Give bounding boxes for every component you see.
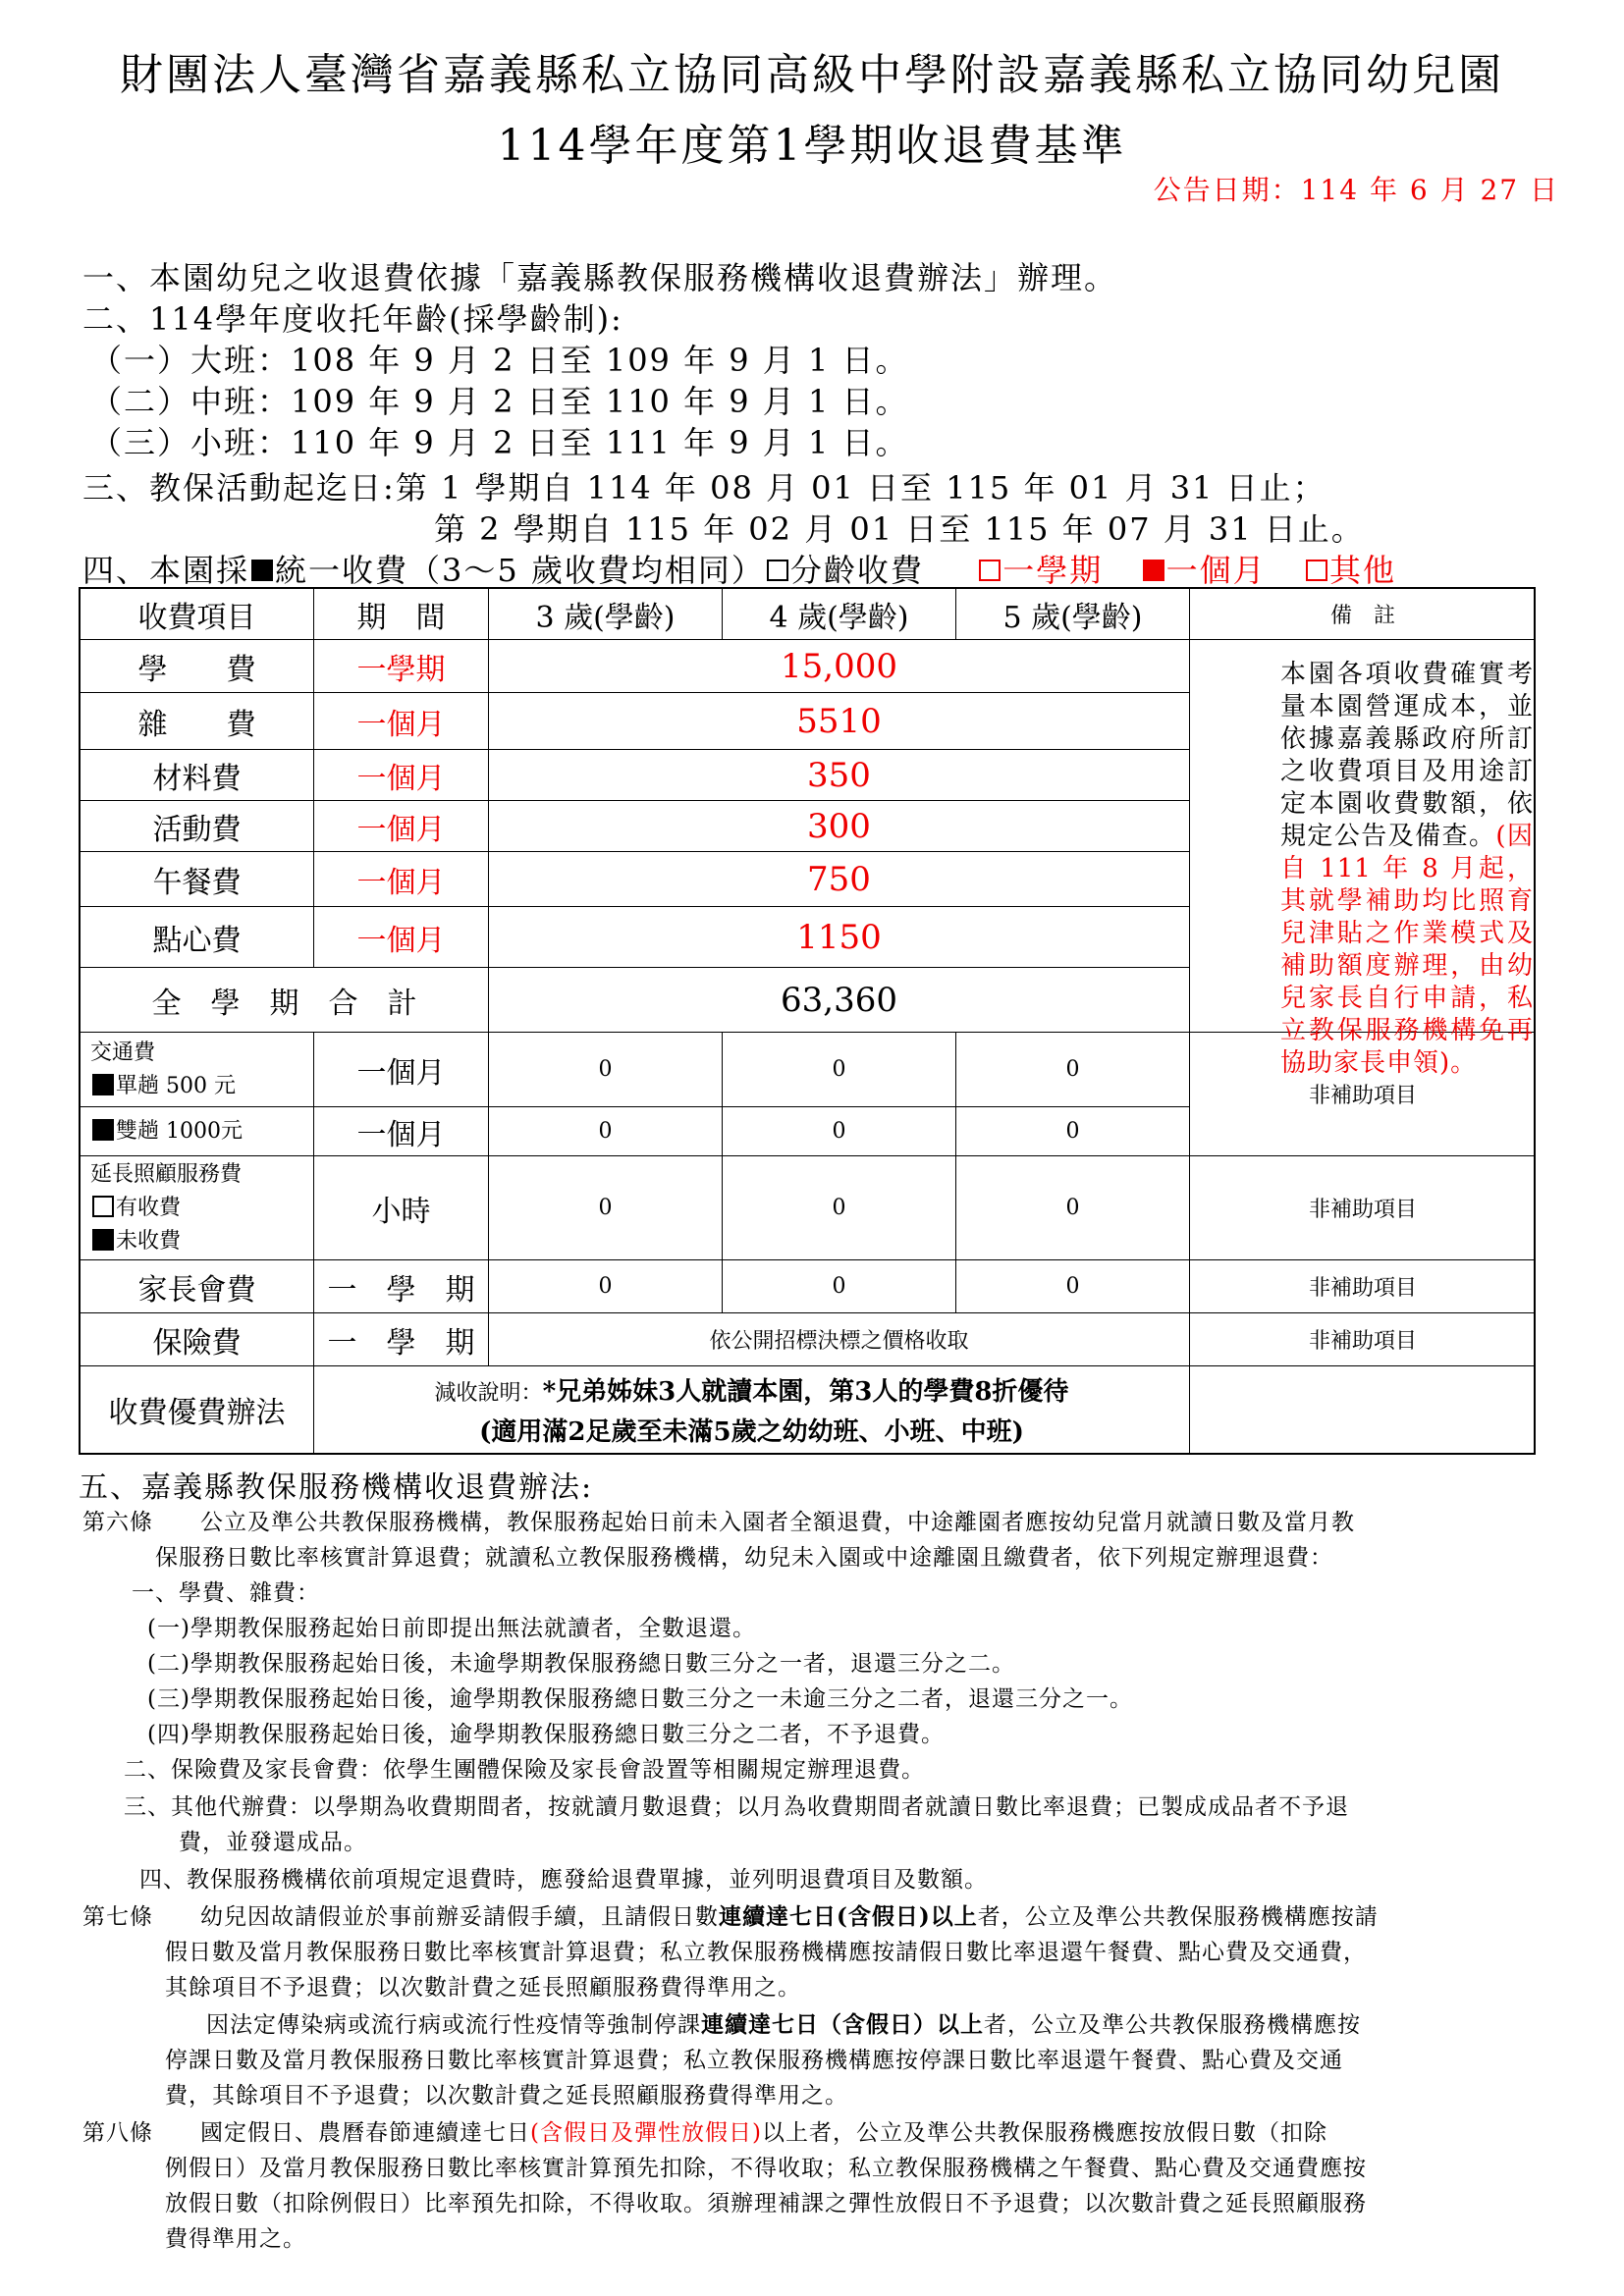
row-tuition-item: 學 費 — [81, 640, 314, 693]
transport-remark: 非補助項目 — [1190, 1033, 1536, 1156]
checkbox-other-unchecked — [1306, 560, 1327, 581]
transport-double-age4: 0 — [723, 1107, 956, 1156]
discount-remark — [1190, 1366, 1536, 1453]
announce-date: 公告日期：114 年 6 月 27 日 — [1153, 174, 1559, 206]
transport-double-period: 一個月 — [314, 1107, 489, 1156]
transport-double — [81, 1107, 314, 1156]
transport-single-label: 單趟 500 元 — [116, 1073, 236, 1098]
transport-double-age5: 0 — [956, 1107, 1190, 1156]
s5-line: 第六條 公立及準公共教保服務機構，教保服務起始日前未入園者全額退費，中途離園者應按幼兒當月就讀日數及當月教 — [82, 1510, 1355, 1535]
s5-l18c: 以上者，公立及準公共教保服務機應按放假日數（扣除 — [761, 2120, 1327, 2146]
header-age-4: 4 歲(學齡) — [723, 589, 956, 640]
section-4-age: 分齡收費 — [789, 552, 924, 589]
s5-line: 例假日）及當月教保服務日數比率核實計算預先扣除，不得收取；私立教保服務機構之午餐費、點心費及交通費應按 — [165, 2156, 1367, 2181]
s5-line: 費，並發還成品。 — [179, 1830, 367, 1855]
transport-single-age4: 0 — [723, 1033, 956, 1107]
section-4 — [82, 546, 1396, 591]
header-age-5: 5 歲(學齡) — [956, 589, 1190, 640]
extended-age4: 0 — [723, 1156, 956, 1260]
s5-line: 假日數及當月教保服務日數比率核實計算退費；私立教保服務機構應按請假日數比率退還午餐費、點心費及交通費， — [165, 1940, 1367, 1965]
section-4-month: 一個月 — [1165, 552, 1267, 589]
insurance-remark: 非補助項目 — [1190, 1313, 1536, 1366]
checkbox-extended-no-checked — [92, 1229, 114, 1251]
discount-line1 — [435, 1371, 1069, 1408]
s5-line — [206, 2006, 1361, 2039]
s5-line: 四、教保服務機構依前項規定退費時，應發給退費單據，並列明退費項目及數額。 — [139, 1867, 988, 1893]
section-4-uniform: 統一收費（3～5 歲收費均相同） — [275, 552, 765, 589]
parent-remark: 非補助項目 — [1190, 1260, 1536, 1313]
transport-single-age5: 0 — [956, 1033, 1190, 1107]
transport-single-period: 一個月 — [314, 1033, 489, 1107]
extended-item — [81, 1156, 314, 1260]
s5-l12c: 者，公立及準公共教保服務機構應按請 — [977, 1904, 1379, 1930]
s5-l12b: 連續達七日(含假日)以上 — [719, 1903, 978, 1930]
checkbox-extended-yes-unchecked — [92, 1196, 114, 1217]
header-period: 期 間 — [314, 589, 489, 640]
row-material-amount: 350 — [489, 750, 1190, 801]
section-3-line-2: 第 2 學期自 115 年 02 月 01 日至 115 年 07 月 31 日止。 — [434, 510, 1365, 548]
section-2-item-3: （三）小班：110 年 9 月 2 日至 111 年 9 月 1 日。 — [90, 424, 909, 461]
section-2-item-2: （二）中班：109 年 9 月 2 日至 110 年 9 月 1 日。 — [90, 383, 909, 420]
s5-l18a: 第八條 國定假日、農曆春節連續達七日 — [82, 2120, 530, 2146]
s5-l15b: 連續達七日（含假日）以上 — [701, 2011, 984, 2038]
transport-title: 交通費 — [90, 1040, 156, 1065]
row-misc-period: 一個月 — [314, 693, 489, 750]
discount-desc — [314, 1366, 1190, 1453]
row-snack-item: 點心費 — [81, 907, 314, 968]
header-age-3: 3 歲(學齡) — [489, 589, 723, 640]
row-activity-period: 一個月 — [314, 801, 489, 852]
row-lunch-item: 午餐費 — [81, 852, 314, 907]
s5-l12a: 第七條 幼兒因故請假並於事前辦妥請假手續，且請假日數 — [82, 1904, 719, 1930]
s5-line: (三)學期教保服務起始日後，逾學期教保服務總日數三分之一未逾三分之二者，退還三分之一。 — [147, 1686, 1133, 1712]
row-misc-amount: 5510 — [489, 693, 1190, 750]
extended-no-label: 未收費 — [116, 1228, 182, 1254]
transport-double-age3: 0 — [489, 1107, 723, 1156]
section-4-semester: 一學期 — [1002, 552, 1104, 589]
s5-line: 停課日數及當月教保服務日數比率核實計算退費；私立教保服務機構應按停課日數比率退還午餐費、點心費及交通 — [165, 2048, 1343, 2073]
s5-line: 費得準用之。 — [165, 2226, 306, 2252]
s5-l15c: 者，公立及準公共教保服務機構應按 — [984, 2012, 1361, 2038]
s5-line: (二)學期教保服務起始日後，未逾學期教保服務總日數三分之一者，退還三分之二。 — [147, 1651, 1015, 1677]
discount-prefix: 減收說明： — [434, 1381, 543, 1406]
row-tuition-amount: 15,000 — [489, 640, 1190, 693]
section-5-heading: 五、嘉義縣教保服務機構收退費辦法: — [79, 1470, 594, 1505]
extended-period: 小時 — [314, 1156, 489, 1260]
checkbox-double-checked — [92, 1119, 114, 1141]
extended-title: 延長照顧服務費 — [90, 1161, 243, 1187]
discount-item: 收費優費辦法 — [81, 1366, 314, 1453]
transport-single — [90, 1070, 236, 1103]
s5-line: 其餘項目不予退費；以次數計費之延長照顧服務費得準用之。 — [165, 1975, 801, 2001]
s5-l18b: (含假日及彈性放假日) — [530, 2120, 762, 2146]
row-misc-item: 雜 費 — [81, 693, 314, 750]
s5-line: (一)學期教保服務起始日前即提出無法就讀者，全數退還。 — [147, 1616, 756, 1641]
remark-red: (因自 111 年 8 月起，其就學補助均比照育兒津貼之作業模式及補助額度辦理，由幼兒家長自行申請，私立教保服務機構免再協助家長申領)。 — [1280, 822, 1534, 1078]
title-line2: 114學年度第1學期收退費基準 — [497, 121, 1127, 171]
extended-yes-label: 有收費 — [116, 1195, 182, 1220]
discount-line1-text: *兄弟姊妹3人就讀本園，第3人的學費8折優待 — [542, 1377, 1069, 1407]
checkbox-age-unchecked — [767, 560, 788, 581]
remark-text — [1280, 659, 1534, 1080]
insurance-item: 保險費 — [81, 1313, 314, 1366]
extended-age3: 0 — [489, 1156, 723, 1260]
checkbox-uniform-checked — [251, 560, 273, 581]
s5-line: 保服務日數比率核實計算退費；就讀私立教保服務機構，幼兒未入園或中途離園且繳費者，依下列規定辦理退費： — [155, 1545, 1333, 1571]
s5-line — [82, 1898, 1379, 1931]
insurance-period: 一 學 期 — [314, 1313, 489, 1366]
extended-remark: 非補助項目 — [1190, 1156, 1536, 1260]
parent-age5: 0 — [956, 1260, 1190, 1313]
total-value: 63,360 — [489, 968, 1190, 1033]
row-material-period: 一個月 — [314, 750, 489, 801]
insurance-note: 依公開招標決標之價格收取 — [489, 1313, 1190, 1366]
total-label: 全 學 期 合 計 — [81, 968, 489, 1033]
checkbox-month-checked — [1143, 560, 1164, 581]
s5-line: 三、其他代辦費：以學期為收費期間者，按就讀月數退費；以月為收費期間者就讀日數比率退費；已製成成品者不予退 — [124, 1794, 1349, 1820]
remark-black: 本園各項收費確實考量本園營運成本，並依據嘉義縣政府所訂之收費項目及用途訂定本園收費數額，依規定公告及備查。 — [1280, 660, 1534, 851]
checkbox-single-checked — [92, 1074, 114, 1095]
row-activity-item: 活動費 — [81, 801, 314, 852]
parent-period: 一 學 期 — [314, 1260, 489, 1313]
section-1: 一、本園幼兒之收退費依據「嘉義縣教保服務機構收退費辦法」辦理。 — [82, 259, 1118, 296]
transport-double-label: 雙趟 1000元 — [116, 1118, 243, 1144]
section-3-line-1: 三、教保活動起迄日:第 1 學期自 114 年 08 月 01 日至 115 年 01 月 31 日止； — [82, 469, 1326, 507]
s5-line: 二、保險費及家長會費：依學生團體保險及家長會設置等相關規定辦理退費。 — [124, 1757, 925, 1783]
discount-line2: (適用滿2足歲至未滿5歲之幼幼班、小班、中班) — [479, 1417, 1024, 1447]
s5-l15a: 因法定傳染病或流行病或流行性疫情等強制停課 — [206, 2012, 701, 2038]
section-2: 二、114學年度收托年齡(採學齡制): — [82, 300, 623, 338]
s5-line: 一、學費、雜費： — [132, 1580, 320, 1606]
parent-age4: 0 — [723, 1260, 956, 1313]
header-remark: 備 註 — [1190, 589, 1536, 640]
s5-line: (四)學期教保服務起始日後，逾學期教保服務總日數三分之二者，不予退費。 — [147, 1722, 945, 1747]
section-4-prefix: 四、本園採 — [82, 552, 250, 589]
parent-age3: 0 — [489, 1260, 723, 1313]
section-4-other: 其他 — [1329, 552, 1397, 589]
s5-line: 費，其餘項目不予退費；以次數計費之延長照顧服務費得準用之。 — [165, 2083, 848, 2109]
header-item: 收費項目 — [81, 589, 314, 640]
extended-age5: 0 — [956, 1156, 1190, 1260]
checkbox-semester-unchecked — [979, 560, 1001, 581]
row-snack-period: 一個月 — [314, 907, 489, 968]
row-lunch-amount: 750 — [489, 852, 1190, 907]
fee-table — [79, 587, 1536, 1455]
row-tuition-period: 一學期 — [314, 640, 489, 693]
row-lunch-period: 一個月 — [314, 852, 489, 907]
row-activity-amount: 300 — [489, 801, 1190, 852]
transport-single-age3: 0 — [489, 1033, 723, 1107]
transport-item — [81, 1033, 314, 1107]
row-material-item: 材料費 — [81, 750, 314, 801]
row-snack-amount: 1150 — [489, 907, 1190, 968]
title-line1: 財團法人臺灣省嘉義縣私立協同高級中學附設嘉義縣私立協同幼兒園 — [120, 50, 1504, 100]
parent-item: 家長會費 — [81, 1260, 314, 1313]
s5-line — [82, 2114, 1327, 2147]
section-2-item-1: （一）大班：108 年 9 月 2 日至 109 年 9 月 1 日。 — [90, 342, 909, 379]
s5-line: 放假日數（扣除例假日）比率預先扣除，不得收取。須辦理補課之彈性放假日不予退費；以次數計費之延長照顧服務 — [165, 2191, 1367, 2216]
